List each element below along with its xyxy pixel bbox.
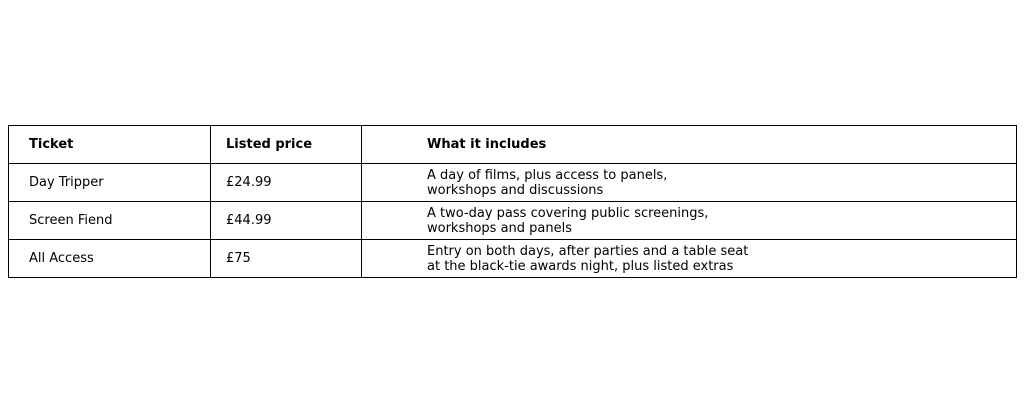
description-line: workshops and panels	[427, 220, 573, 236]
description-line: workshops and discussions	[427, 182, 604, 198]
header-what-it-includes: What it includes	[362, 126, 1017, 164]
ticket-name: All Access	[9, 240, 211, 278]
ticket-description	[362, 240, 1017, 278]
description-line: A two-day pass covering public screenings,	[427, 205, 709, 221]
table-row	[9, 164, 1017, 202]
ticket-table	[8, 125, 1017, 278]
ticket-name: Screen Fiend	[9, 202, 211, 240]
header-ticket: Ticket	[9, 126, 211, 164]
ticket-price: £24.99	[211, 164, 362, 202]
header-listed-price: Listed price	[211, 126, 362, 164]
table-header-row	[9, 126, 1017, 164]
ticket-name: Day Tripper	[9, 164, 211, 202]
description-line: at the black-tie awards night, plus listed extras	[427, 258, 734, 274]
ticket-price: £44.99	[211, 202, 362, 240]
ticket-price: £75	[211, 240, 362, 278]
ticket-description	[362, 164, 1017, 202]
table-row	[9, 202, 1017, 240]
table-row	[9, 240, 1017, 278]
ticket-description	[362, 202, 1017, 240]
description-line: Entry on both days, after parties and a table seat	[427, 243, 749, 259]
description-line: A day of films, plus access to panels,	[427, 167, 668, 183]
